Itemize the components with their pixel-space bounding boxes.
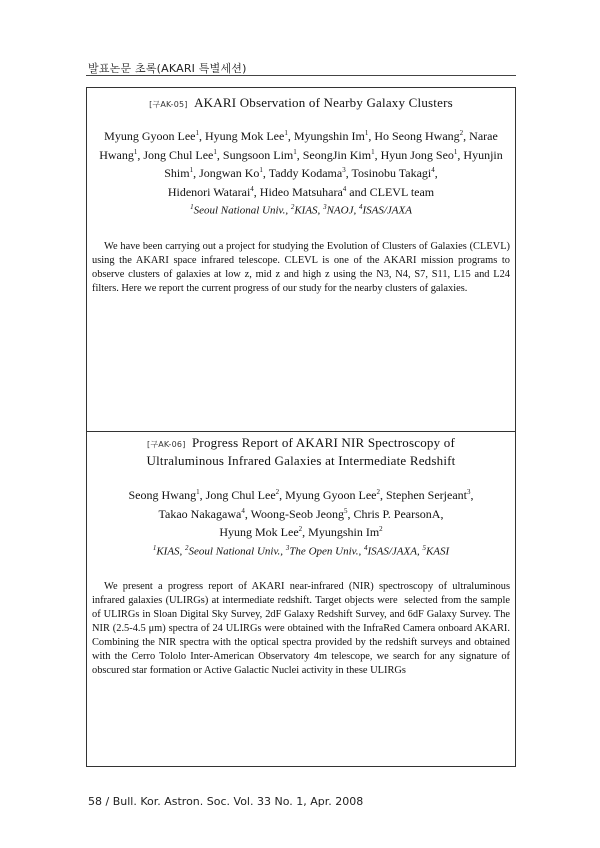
running-header: 발표논문 초록(AKARI 특별세션) xyxy=(88,62,247,75)
paper-title-text: AKARI Observation of Nearby Galaxy Clusters xyxy=(194,95,453,110)
paper-abstract: We present a progress report of AKARI near-infrared (NIR) spectroscopy of ultraluminous infrared galaxies (ULIRGs) at intermediate redshift. Target objects were selected from the sample of ULIRGs in Sloan Digital Sky Survey, 2dF Galaxy Redshift Survey, and 6dF Galaxy Survey. The NIR (2.5-4.5 μm) spectra of 24 ULIRGs were obtained with the InfraRed Camera onboard AKARI. Combining the NIR spectra with the optical spectra provided by the redshift surveys and obtained with the Cerro Tololo Inter-American Observatory 4m telescope, we search for any signature of obscured star formation or Active Galactic Nuclei activity in these ULIRGs xyxy=(92,581,510,677)
abstract-box-ak05 xyxy=(86,87,516,432)
paper-title xyxy=(87,95,515,112)
paper-title xyxy=(87,435,515,469)
paper-authors: Seong Hwang$^1$, Jong Chul Lee$^2$, Myung Gyoon Lee$^2$, Stephen Serjeant$^3$, Takao Nakagawa$^4$, Woong-Seob Jeong$^5$, Chris P. PearsonA, Hyung Mok Lee$^2$, Myungshin Im$^2$ xyxy=(128,488,474,539)
paper-code: [구AK-06] xyxy=(147,440,186,449)
paper-abstract: We have been carrying out a project for studying the Evolution of Clusters of Galaxies (CLEVL) using the AKARI space infrared telescope. CLEVL is one of the AKARI mission programs to observe clusters of galaxies at low z, mid z and high z using the N3, N4, S7, S11, L15 and L24 filters. Here we report the current progress of our study for the nearby clusters of galaxies. xyxy=(92,240,510,294)
page-footer: 58 / Bull. Kor. Astron. Soc. Vol. 33 No. 1, Apr. 2008 xyxy=(88,795,364,808)
abstract-box-ak06 xyxy=(86,431,516,767)
header-rule xyxy=(86,75,516,76)
paper-affiliations: $^1$Seoul National Univ., $^2$KIAS, $^3$NAOJ, $^4$ISAS/JAXA xyxy=(190,203,412,217)
paper-affiliations: $^1$KIAS, $^2$Seoul National Univ., $^3$The Open Univ., $^4$ISAS/JAXA, $^5$KASI xyxy=(152,543,450,558)
paper-title-text: Progress Report of AKARI NIR Spectroscopy of Ultraluminous Infrared Galaxies at Intermediate Redshift xyxy=(146,435,456,468)
paper-code: [구AK-05] xyxy=(149,100,188,109)
paper-authors: Myung Gyoon Lee$^1$, Hyung Mok Lee$^1$, Myungshin Im$^1$, Ho Seong Hwang$^2$, Narae Hwang$^1$, Jong Chul Lee$^1$, Sungsoon Lim$^1$, SeongJin Kim$^1$, Hyun Jong Seo$^1$, Hyunjin Shim$^1$, Jongwan Ko$^1$, Taddy Kodama$^3$, Tosinobu Takagi$^4$, Hidenori Watarai$^4$, Hideo Matsuhara$^4$ and CLEVL team xyxy=(99,129,503,199)
